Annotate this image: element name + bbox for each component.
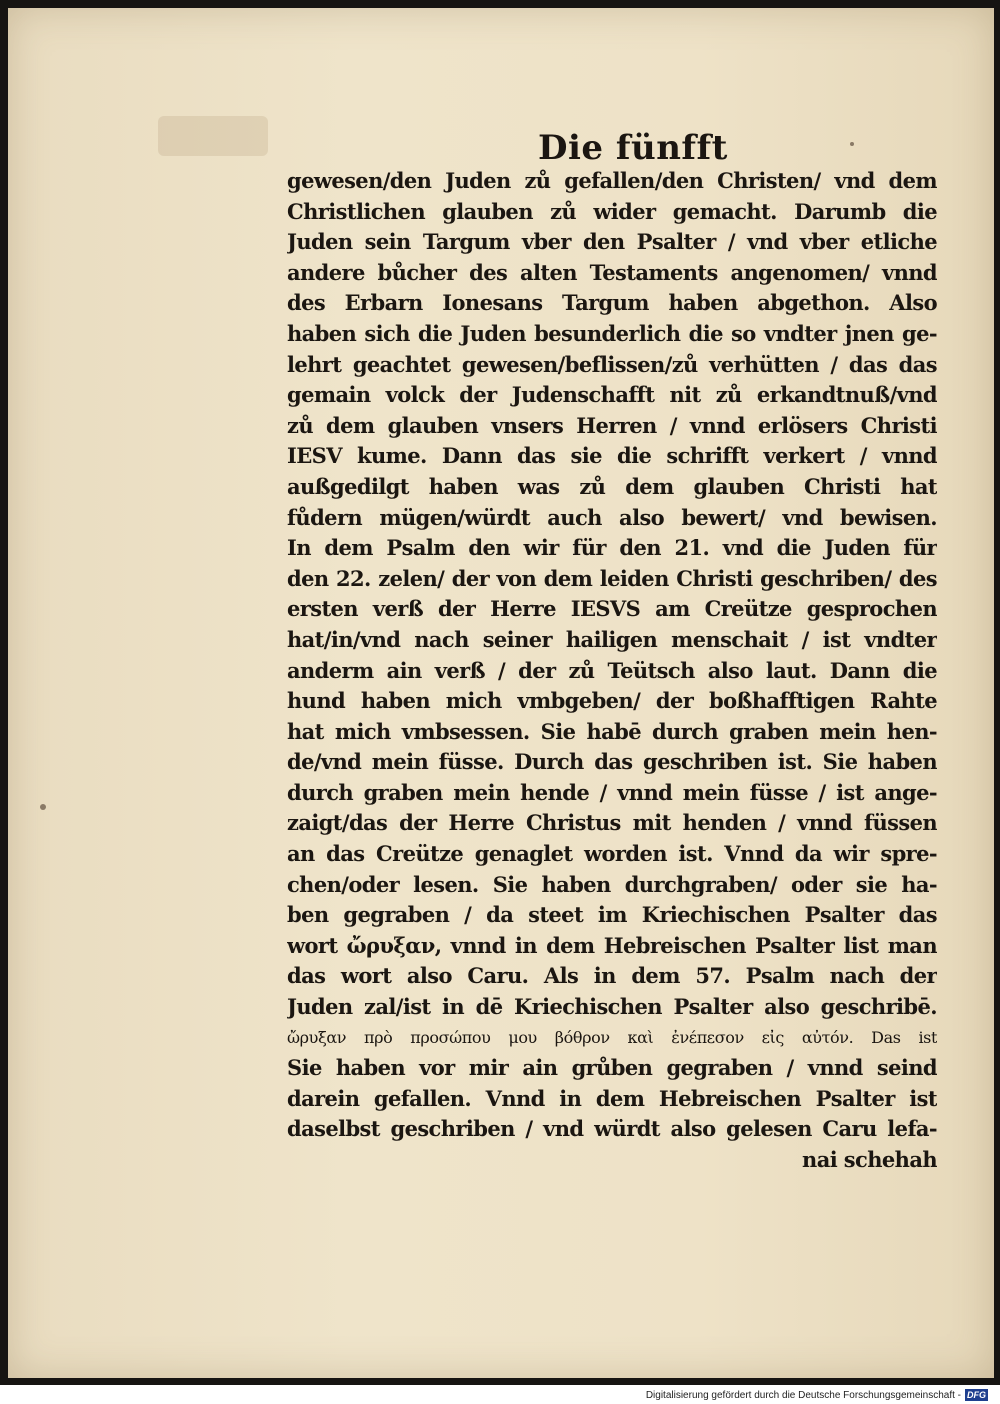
text-line: de/vnd mein füsse. Durch das geschriben ist. Sie haben bbox=[287, 749, 937, 775]
page-speck bbox=[40, 804, 46, 810]
text-line: darein gefallen. Vnnd in dem Hebreischen Psalter ist bbox=[287, 1085, 937, 1111]
text-line: Sie haben vor mir ain grůben gegraben / vnnd seind bbox=[287, 1055, 937, 1081]
text-line: Juden sein Targum vber den Psalter / vnd vber etliche bbox=[287, 229, 937, 255]
text-line: hat/in/vnd nach seiner hailigen menschait / ist vndter bbox=[287, 626, 937, 652]
credit-text: Digitalisierung gefördert durch die Deutsche Forschungsgemeinschaft - bbox=[645, 1389, 961, 1401]
text-line: ben gegraben / da steet im Kriechischen Psalter das bbox=[287, 902, 937, 928]
text-line: das wort also Caru. Als in dem 57. Psalm nach der bbox=[287, 963, 937, 989]
text-line: lehrt geachtet gewesen/beflissen/zů verhütten / das das bbox=[287, 351, 937, 377]
text-line: fůdern mügen/würdt auch also bewert/ vnd bewisen. bbox=[287, 504, 937, 530]
body-text bbox=[287, 166, 937, 1176]
page-speck bbox=[850, 142, 854, 146]
text-line: des Erbarn Ionesans Targum haben abgethon. Also bbox=[287, 290, 937, 316]
text-line: anderm ain verß / der zů Teütsch also laut. Dann die bbox=[287, 657, 937, 683]
text-line: In dem Psalm den wir für den 21. vnd die Juden für bbox=[287, 535, 937, 561]
text-line: chen/oder lesen. Sie haben durchgraben/ oder sie ha- bbox=[287, 871, 937, 897]
text-line: ersten verß der Herre IESVS am Creütze gesprochen bbox=[287, 596, 937, 622]
text-line: Christlichen glauben zů wider gemacht. Darumb die bbox=[287, 198, 937, 224]
text-line: IESV kume. Dann das sie die schrifft verkert / vnnd bbox=[287, 443, 937, 469]
digitization-credit bbox=[646, 1388, 988, 1402]
text-line: zaigt/das der Herre Christus mit henden / vnnd füssen bbox=[287, 810, 937, 836]
text-line: gemain volck der Judenschafft nit zů erkandtnuß/vnd bbox=[287, 382, 937, 408]
text-line: haben sich die Juden besunderlich die so vndter jnen ge- bbox=[287, 320, 937, 346]
text-line: hund haben mich vmbgeben/ der boßhafftigen Rahte bbox=[287, 688, 937, 714]
text-line: daselbst geschriben / vnd würdt also gelesen Caru lefa- bbox=[287, 1116, 937, 1142]
text-line: durch graben mein hende / vnnd mein füsse / ist ange- bbox=[287, 779, 937, 805]
text-line: den 22. zelen/ der von dem leiden Christi geschriben/ des bbox=[287, 565, 937, 591]
greek-quote-line: ὤρυξαν πρὸ προσώπου μου βόθρον καὶ ἐνέπεσον εἰς αὐτόν. Das ist bbox=[287, 1027, 937, 1047]
text-line: andere bůcher des alten Testaments angenomen/ vnnd bbox=[287, 259, 937, 285]
page-heading: Die fünfft bbox=[538, 128, 728, 168]
text-line: gewesen/den Juden zů gefallen/den Christen/ vnd dem bbox=[287, 168, 937, 193]
catchword-line: nai schehah bbox=[802, 1147, 937, 1172]
dfg-logo: DFG bbox=[967, 1390, 986, 1400]
page-stain bbox=[158, 116, 268, 156]
text-line: zů dem glauben vnsers Herren / vnnd erlösers Christi bbox=[287, 412, 937, 438]
text-line: wort ὤρυξαν, vnnd in dem Hebreischen Psalter list man bbox=[287, 932, 937, 958]
text-line: an das Creütze genaglet worden ist. Vnnd da wir spre- bbox=[287, 841, 937, 867]
text-line: Juden zal/ist in dē Kriechischen Psalter also geschribē. bbox=[287, 994, 937, 1020]
text-line: außgedilgt haben was zů dem glauben Christi hat bbox=[287, 473, 937, 499]
text-line: hat mich vmbsessen. Sie habē durch graben mein hen- bbox=[287, 718, 937, 744]
